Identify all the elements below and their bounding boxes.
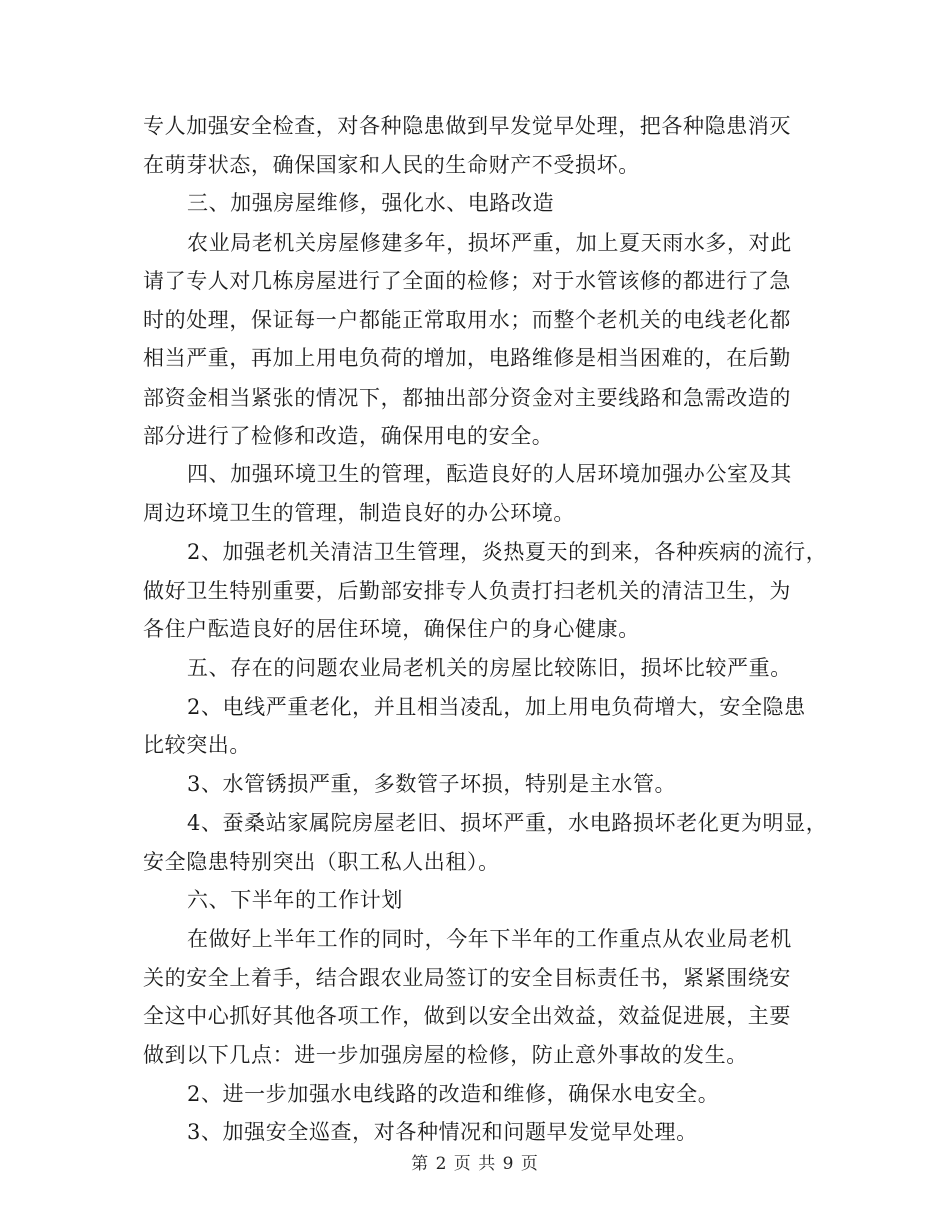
text-line: 周边环境卫生的管理，制造良好的办公环境。: [143, 501, 575, 525]
text-line: 做好卫生特别重要，后勤部安排专人负责打扫老机关的清洁卫生，为: [143, 579, 791, 603]
text-line: 2、电线严重老化，并且相当凌乱，加上用电负荷增大，安全隐患: [187, 695, 806, 719]
text-line: 部资金相当紧张的情况下，都抽出部分资金对主要线路和急需改造的: [143, 386, 791, 410]
text-line: 4、蚕桑站家属院房屋老旧、损坏严重，水电路损坏老化更为明显，: [187, 811, 828, 835]
page-number: 第 2 页 共 9 页: [411, 1154, 539, 1174]
text-line: 3、水管锈损严重，多数管子坏损，特别是主水管。: [187, 772, 677, 796]
text-line: 关的安全上着手，结合跟农业局签订的安全目标责任书，紧紧围绕安: [143, 966, 791, 990]
text-line: 3、加强安全巡查，对各种情况和问题早发觉早处理。: [187, 1120, 698, 1144]
text-line: 部分进行了检修和改造，确保用电的安全。: [143, 424, 554, 448]
text-line: 全这中心抓好其他各项工作，做到以安全出效益，效益促进展，主要: [143, 1004, 791, 1028]
section-heading: 五、存在的问题农业局老机关的房屋比较陈旧，损坏比较严重。: [187, 656, 792, 680]
text-line: 专人加强安全检查，对各种隐患做到早发觉早处理，把各种隐患消灭: [143, 114, 791, 138]
text-line: 在萌芽状态，确保国家和人民的生命财产不受损坏。: [143, 153, 640, 177]
text-line: 相当严重，再加上用电负荷的增加，电路维修是相当困难的，在后勤: [143, 346, 791, 370]
text-line: 农业局老机关房屋修建多年，损坏严重，加上夏天雨水多，对此: [187, 231, 792, 255]
text-line: 各住户酝造良好的居住环境，确保住户的身心健康。: [143, 617, 640, 641]
text-line: 请了专人对几栋房屋进行了全面的检修；对于水管该修的都进行了急: [143, 269, 791, 293]
text-line: 2、加强老机关清洁卫生管理，炎热夏天的到来，各种疾病的流行，: [187, 540, 828, 564]
text-line: 做到以下几点：进一步加强房屋的检修，防止意外事故的发生。: [143, 1043, 748, 1067]
section-heading: 四、加强环境卫生的管理，酝造良好的人居环境加强办公室及其: [187, 462, 792, 486]
text-line: 在做好上半年工作的同时，今年下半年的工作重点从农业局老机: [187, 927, 792, 951]
text-line: 比较突出。: [143, 733, 251, 757]
section-heading: 三、加强房屋维修，强化水、电路改造: [187, 191, 555, 215]
section-heading: 六、下半年的工作计划: [187, 888, 403, 912]
text-line: 时的处理，保证每一户都能正常取用水；而整个老机关的电线老化都: [143, 308, 791, 332]
text-line: 2、进一步加强水电线路的改造和维修，确保水电安全。: [187, 1082, 720, 1106]
text-line: 安全隐患特别突出（职工私人出租）。: [143, 850, 500, 874]
